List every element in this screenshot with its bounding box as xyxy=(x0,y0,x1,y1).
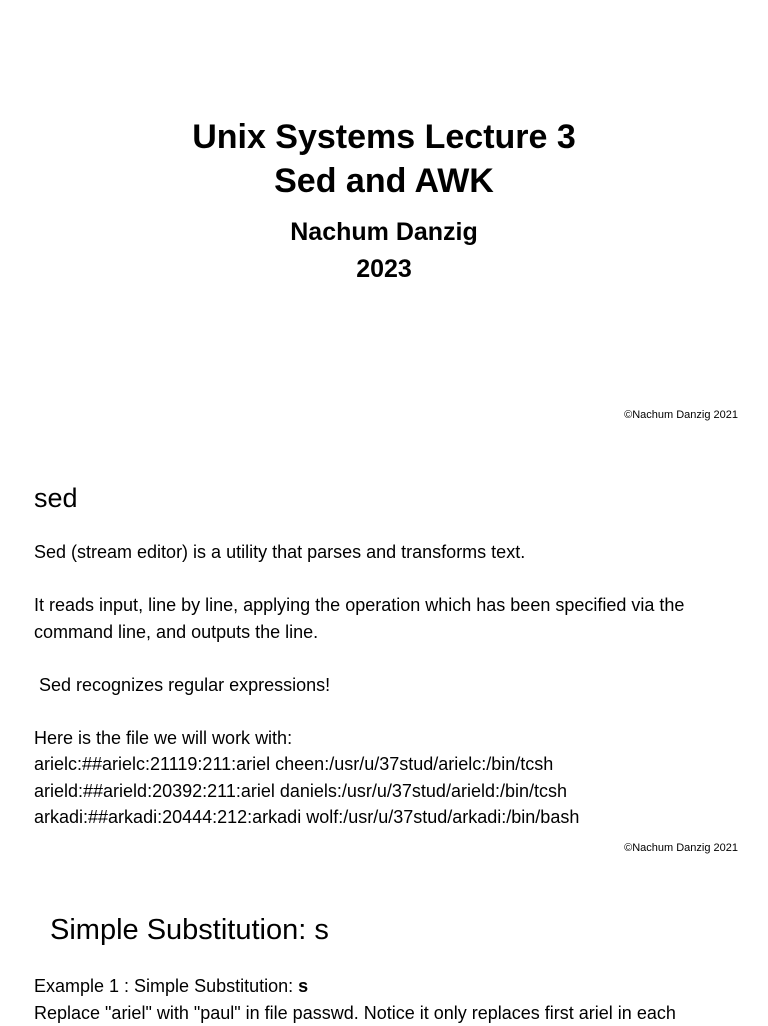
example-line xyxy=(34,973,744,1000)
paragraph-reads-line-2: command line, and outputs the line. xyxy=(34,619,744,646)
paragraph-regex: Sed recognizes regular expressions! xyxy=(34,672,744,699)
slide-title xyxy=(0,115,768,203)
slide-body xyxy=(34,973,744,1026)
file-line: arielc:##arielc:21119:211:ariel cheen:/usr/u/37stud/arielc:/bin/tcsh xyxy=(34,751,744,778)
example-label: Example 1 : Simple Substitution: xyxy=(34,976,298,996)
copyright-notice: ©Nachum Danzig 2021 xyxy=(624,409,738,422)
copyright-notice: ©Nachum Danzig 2021 xyxy=(624,842,738,855)
paragraph-reads-line-1: It reads input, line by line, applying the operation which has been specified via the xyxy=(34,592,744,619)
replace-description: Replace "ariel" with "paul" in file passwd. Notice it only replaces first ariel in each xyxy=(34,1000,744,1026)
slide-subtitle xyxy=(0,214,768,288)
title-line-2: Sed and AWK xyxy=(0,159,768,203)
slide-heading: sed xyxy=(34,482,78,514)
slide-body xyxy=(34,539,744,831)
file-line: arkadi:##arkadi:20444:212:arkadi wolf:/usr/u/37stud/arkadi:/bin/bash xyxy=(34,804,744,831)
paragraph-intro: Sed (stream editor) is a utility that parses and transforms text. xyxy=(34,539,744,566)
paragraph-file-intro: Here is the file we will work with: xyxy=(34,725,744,752)
title-slide xyxy=(0,0,768,433)
author-name: Nachum Danzig xyxy=(0,214,768,251)
title-line-1: Unix Systems Lecture 3 xyxy=(0,115,768,159)
substitution-slide xyxy=(0,866,768,1024)
slide-heading: Simple Substitution: s xyxy=(50,913,329,947)
example-command: s xyxy=(298,976,308,996)
file-line: arield:##arield:20392:211:ariel daniels:/usr/u/37stud/arield:/bin/tcsh xyxy=(34,778,744,805)
year: 2023 xyxy=(0,251,768,288)
sed-slide xyxy=(0,433,768,866)
